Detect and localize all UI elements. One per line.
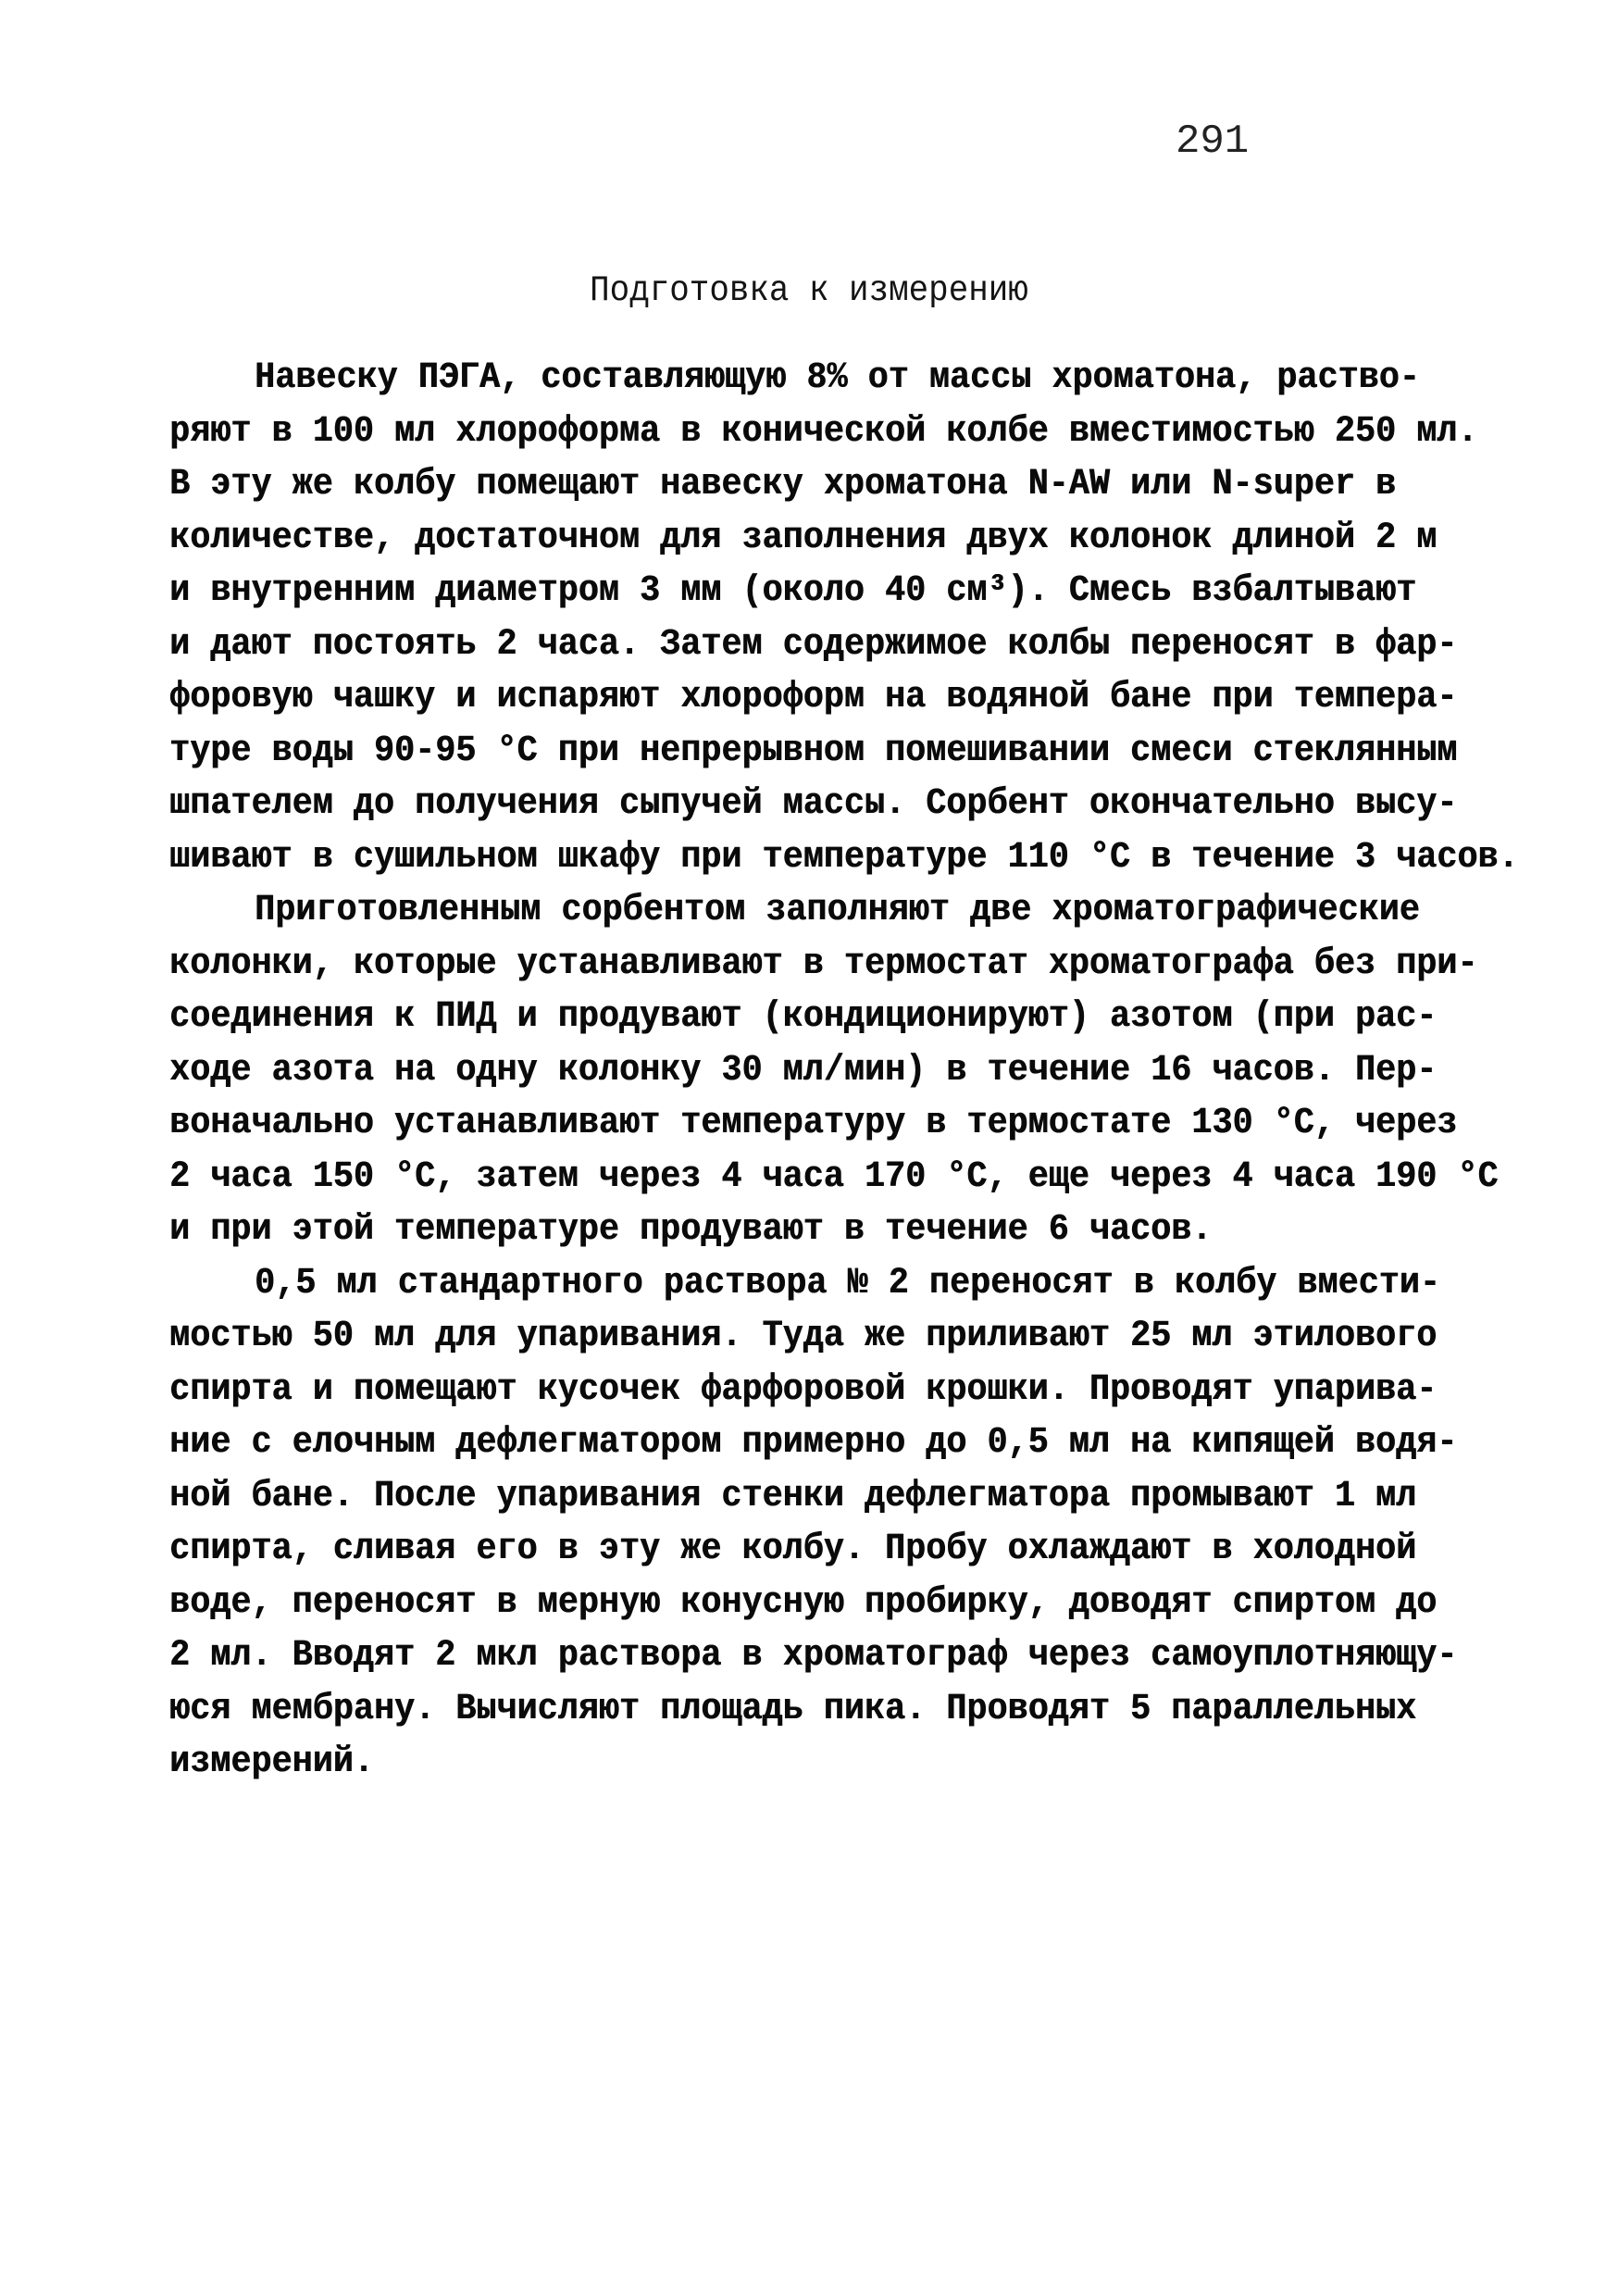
text-line: и внутренним диаметром 3 мм (около 40 см³). Смесь взбалтывают — [169, 570, 1417, 612]
text-line: шпателем до получения сыпучей массы. Сорбент окончательно высу- — [169, 783, 1458, 825]
text-line: Приготовленным сорбентом заполняют две хроматографические — [255, 890, 1420, 931]
text-line: форовую чашку и испаряют хлороформ на водяной бане при темпера- — [169, 677, 1458, 718]
text-line: воде, переносят в мерную конусную пробирку, доводят спиртом до — [169, 1581, 1438, 1624]
paragraph-3 — [169, 1257, 1465, 1790]
page-number: 291 — [1176, 119, 1250, 165]
text-line: колонки, которые устанавливают в термостат хроматографа без при- — [169, 942, 1478, 985]
text-line: и при этой температуре продувают в течение 6 часов. — [169, 1209, 1213, 1251]
text-line: и дают постоять 2 часа. Затем содержимое колбы переносят в фар- — [169, 623, 1458, 666]
text-line: ходе азота на одну колонку 30 мл/мин) в течение 16 часов. Пер- — [169, 1049, 1438, 1092]
paragraph-2 — [169, 884, 1499, 1257]
text-line: туре воды 90-95 °С при непрерывном помешивании смеси стеклянным — [169, 730, 1458, 772]
text-line: воначально устанавливают температуру в термостате 130 °С, через — [169, 1103, 1458, 1144]
text-line: спирта, сливая его в эту же колбу. Пробу охлаждают в холодной — [169, 1529, 1417, 1570]
text-line: Навеску ПЭГА, составляющую 8% от массы хроматона, раство- — [255, 357, 1420, 399]
text-line: ряют в 100 мл хлороформа в конической колбе вместимостью 250 мл. — [169, 410, 1478, 453]
text-line: 2 часа 150 °С, затем через 4 часа 170 °С, еще через 4 часа 190 °С — [169, 1155, 1499, 1198]
paragraph-1 — [169, 352, 1519, 884]
text-line: шивают в сушильном шкафу при температуре 110 °С в течение 3 часов. — [169, 836, 1519, 879]
text-line: юся мембрану. Вычисляют площадь пика. Проводят 5 параллельных — [169, 1688, 1417, 1730]
text-line: 0,5 мл стандартного раствора № 2 переносят в колбу вмести- — [255, 1262, 1440, 1304]
text-line: измерений. — [169, 1741, 374, 1783]
body-text — [169, 352, 1519, 1790]
text-line: В эту же колбу помещают навеску хроматона N-AW или N-super в — [169, 464, 1397, 505]
text-line: спирта и помещают кусочек фарфоровой крошки. Проводят упарива- — [169, 1368, 1438, 1411]
section-heading: Подготовка к измерению — [590, 270, 1028, 311]
text-line: ние с елочным дефлегматором примерно до 0,5 мл на кипящей водя- — [169, 1422, 1458, 1464]
text-line: соединения к ПИД и продувают (кондиционируют) азотом (при рас- — [169, 996, 1438, 1038]
text-line: ной бане. После упаривания стенки дефлегматора промывают 1 мл — [169, 1475, 1417, 1517]
text-line: мостью 50 мл для упаривания. Туда же приливают 25 мл этилового — [169, 1316, 1438, 1357]
text-line: 2 мл. Вводят 2 мкл раствора в хроматограф через самоуплотняющу- — [169, 1635, 1458, 1677]
text-line: количестве, достаточном для заполнения двух колонок длиной 2 м — [169, 517, 1438, 559]
